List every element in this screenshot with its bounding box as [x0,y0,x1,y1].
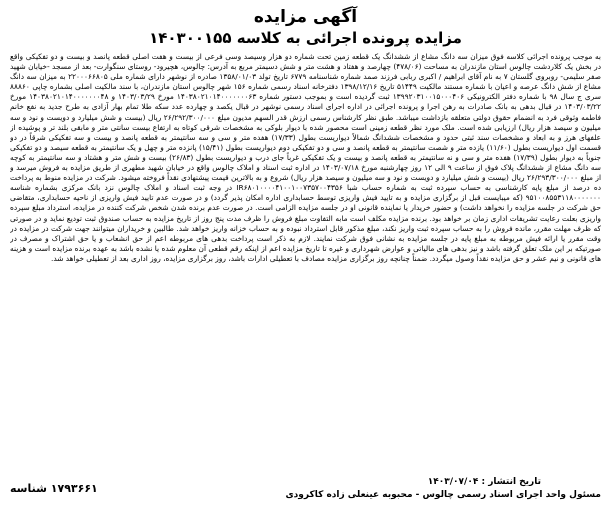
notice-id: ۱۷۹۳۶۶۱ شناسه [10,482,98,495]
publish-date: تاریخ انتشار : ۱۴۰۳/۰۷/۰۴ [427,477,541,487]
notice-subtitle: مزایده پرونده اجرائی به کلاسه ۱۴۰۳۰۰۱۵۵ [149,29,462,47]
notice-footer [10,476,601,502]
notice-body: به موجب پرونده اجرائی کلاسه فوق میزان سه دانگ مشاع از ششدانگ یک قطعه زمین تحت شماره دو هزار وسیصد وسی فرعی از بیست و هفت اصلی قطعه پانصد و بیست و دو تفکیکی واقع در بخش یک کلاردشت چالوس استان مازندران به مساحت (۴۷۸/۰۶) چهارصد و هفتاد و هشت متر و شش دسیمتر مربع به آدرس: چالوس، هچیرود- روستای سنگوارت- بعد از مسجد -خیابان شهید صفر سلیمی- روبروی گلستان ۷ به نام آقای ابراهیم / اکبری ربابی فرزند صمد شماره شناسنامه ۶۷۷۹ تاریخ تولد ۱۳۵۸/۰۱/۰۳ صادره از نوشهر دارای شماره ملی ۲۲۰۰۰۶۶۸۰۵ به میزان سه دانگ مشاع از شش دانگ عرصه و اعیان با شماره مستند مالکیت ۵۱۴۴۹ تاریخ ۱۳۹۸/۱۲/۱۶ دفترخانه اسناد رسمی شماره ۱۵۶ شهر چالوس استان مازندران، با سند مالکیت اصلی بشماره چاپی ۸۸۸۶۰ سری ج سال ۹۸ با شماره دفتر الکترونیکی ۱۳۹۹۲۰۳۱۰۰۱۵۰۰۰۴۰۶ ثبت گردیده است و بموجب دستور شماره ۱۴۰۳۸۰۲۱۰۱۴۰۰۰۰۰۰۰۶۳ مورخ ۱۴۰۳/۰۳/۲۹ و ۱۴۰۳۸۰۲۱۰۱۴۰۰۰۰۰۰۰۴۸ مورخ ۱۴۰۳/۰۳/۲۲ در قبال بدهی به بانک صادرات به رهن اجرا و پرونده اجرائی در اداره اجرای اسناد رسمی نوشهر در قبال یکصد و چهارده عدد سکه طلا تمام بهار آزادی به طرح جدید به نفع خانم فاطمه وثوقی فرد به انضمام حقوق دولتی متعلقه بازداشت میباشد. طبق نظر کارشناس رسمی ارزش قدر السهم مدیون مبلغ ۲۶/۲۹۲/۳۰۰/۰۰۰ ریال (بیست و شش میلیارد و دویست و نود و سه میلیون و سیصد هزار ریال) ارزیابی شده است. ملک مورد نظر قطعه زمینی است محصور شده با دیوار بلوکی به مشخصات شرقی کوتاه به ارتفاع بیست سانتی متر و مابقی بلند تر و پوشیده از علفهای هرز و به ابعاد و مشخصات سند ثبتی حدود و مشخصات ششدانگ شمالاً دیواریست بطول (۱۷/۳۳) هفده متر و سی و سه سانتیمتر به قطعه پانصد و بیست و سه تفکیکی شرقاً در دو قسمت اول دیواریست بطول (۱۱/۶۰) یازده متر و شصت سانتیمتر به قطعه پانصد و سی و دو تفکیکی دوم دیواریست بطول (۱۵/۴۱) پانزده متر و چهل و یک سانتیمتر به قطعه سیصد و دو تفکیکی جنوباً به دیوار بطول (۱۷/۳۹) هفده متر و سی و نه سانتیمتر به قطعه پانصد و بیست و یک تفکیکی غرباً جای درب و دیواریست بطول (۲۶/۸۳) بیست و شش متر و هشتاد و سه سانتیمتر به کوچه سه دانگ مشاع از ششدانگ پلاک فوق از ساعت ۹ الی ۱۲ روز چهارشنبه مورخ ۱۴۰۳/۰۷/۱۸ در اداره ثبت اسناد و املاک چالوس واقع در خیابان شهید مطهری از طریق مزایده به فروش میرسد و از مبلغ ۲۶/۲۹۳/۳۰۰/۰۰۰ ریال (بیست و شش میلیارد و دویست و نود و سه میلیون و سیصد هزار ریال) شروع و به بالاترین قیمت پیشنهادی نقداً فروخته میشود. شرکت در مزایده منوط به پرداخت ده درصد از مبلغ پایه کارشناسی به حساب سپرده ثبت به شماره حساب شبا IR۶۸۰۱۰۰۰۰۴۱۰۰۱۰۰۷۳۵۷۰۰۴۳۵۶ در وجه ثبت اسناد و املاک چالوس نزد بانک مرکزی بشماره شناسه ۹۵۱۰۰۸۵۵۳۱۱۸۰۰۰۰۰۰۰ (که میبایست قبل از برگزاری مزایده و به تایید فیش واریزی توسط حسابداری اداره امکان پذیر گردد) و در صورت عدم تایید فیش واریزی از ناحیه حسابداری، متقاضی حق شرکت در جلسه مزایده را نخواهد داشت) و حضور خریدار یا نماینده قانونی او در جلسه مزایده الزامی است. در صورت عدم برنده شدن شخص شرکت کننده در مزایده، استرداد مبلغ سپرده واریزی بعلت رعایت تشریفات اداری زمان بر خواهد بود. برنده مزایده مکلف است مابه التفاوت مبلغ فروش را ظرف مدت پنج روز از تاریخ مزایده به حساب صندوق ثبت تودیع نماید و در صورتی که ظرف مهلت مقرر، مانده فروش را به حساب سپرده ثبت واریز نکند، مبلغ مذکور قابل استرداد نبوده و به حساب خزانه واریز خواهد شد. طالبین و خریداران میتوانند جهت شرکت در مزایده در وقت مقرر یا ارائه فیش مربوطه به مبلغ پایه در جلسه مزایده به نشانی فوق شرکت نمایند. لازم به ذکر است پرداخت بدهی های مربوطه اعم از حق انشعاب و یا حق اشتراک و مصرف در صورتیکه بر این ملک تعلق گرفته باشد و نیز بدهی های مالیاتی و عوارض شهرداری و غیره تا تاریخ مزایده اعم از اینکه رقم قطعی آن معلوم شده یا نشده باشد به عهده برنده مزایده است و هزینه های قانونی و نیم عشر و حق مزایده نقداً وصول میگردد. ضمناً چنانچه روز برگزاری مزایده مصادف با تعطیلی ادارات باشد، روز برگزاری مزایده، روز اداری بعد از تعطیلی خواهد شد. [10,52,601,263]
footer-details [285,476,601,502]
signer-name: مسئول واحد اجرای اسناد رسمی چالوس - محبوبه عینعلی زاده کاکرودی [285,490,601,500]
notice-title: آگهی مزایده [253,7,358,27]
